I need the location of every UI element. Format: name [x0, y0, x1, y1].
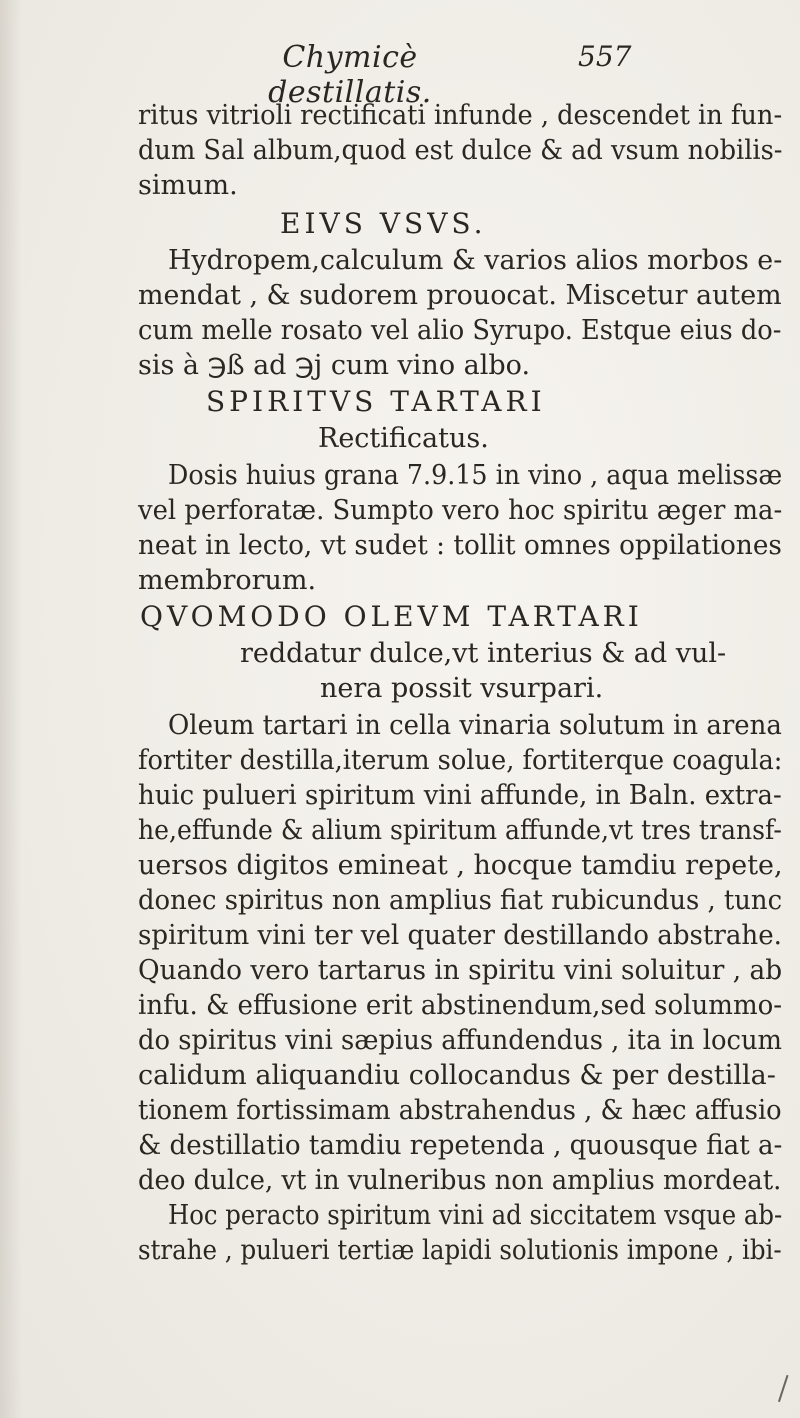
text-line: Quando vero tartarus in spiritu vini soluitur , ab	[138, 955, 783, 986]
text-line: do spiritus vini sæpius affundendus , ita in locum	[138, 1025, 783, 1056]
text-line: deo dulce, vt in vulneribus non amplius mordeat.	[138, 1165, 782, 1196]
text-line: Dosis huius grana 7.9.15 in vino , aqua melissæ	[168, 460, 783, 491]
text-line: sis à ℈ß ad ℈j cum vino albo.	[138, 350, 531, 381]
text-line: huic pulueri spiritum vini affunde, in Baln. extra-	[138, 780, 782, 811]
page-corner-mark	[778, 1375, 798, 1405]
text-line: mendat , & sudorem prouocat. Miscetur autem	[138, 280, 782, 311]
text-line: strahe , pulueri tertiæ lapidi solutionis impone , ibi-	[138, 1235, 782, 1266]
section-heading: QVOMODO OLEVM TARTARI	[140, 600, 643, 633]
text-line: spiritum vini ter vel quater destillando abstrahe.	[138, 920, 782, 951]
text-line: membrorum.	[138, 565, 317, 596]
running-title: Chymicè destillatis.	[268, 40, 432, 110]
section-subheading: reddatur dulce,vt interius & ad vul-	[240, 638, 727, 669]
text-line: ritus vitrioli rectificati infunde , descendet in fun-	[138, 100, 783, 131]
text-line: donec spiritus non amplius fiat rubicundus , tunc	[138, 885, 783, 916]
section-heading: EIVS VSVS.	[280, 207, 487, 240]
running-head	[0, 40, 800, 110]
text-line: fortiter destilla,iterum solue, fortiterque coagula:	[138, 745, 783, 776]
text-line: uersos digitos emineat , hocque tamdiu repete,	[138, 850, 783, 881]
text-line: cum melle rosato vel alio Syrupo. Estque eius do-	[138, 315, 782, 346]
text-line: simum.	[138, 170, 238, 201]
text-line: Oleum tartari in cella vinaria solutum in arena	[168, 710, 782, 741]
text-line: Hoc peracto spiritum vini ad siccitatem vsque ab-	[168, 1200, 783, 1231]
section-heading: SPIRITVS TARTARI	[206, 385, 546, 418]
text-line: he,effunde & alium spiritum affunde,vt tres transf-	[138, 815, 782, 846]
text-line: tionem fortissimam abstrahendus , & hæc affusio	[138, 1095, 782, 1126]
text-line: calidum aliquandiu collocandus & per destilla-	[138, 1060, 776, 1091]
text-line: dum Sal album,quod est dulce & ad vsum nobilis-	[138, 135, 783, 166]
gutter-shadow	[0, 0, 22, 1418]
text-line: vel perforatæ. Sumpto vero hoc spiritu æger ma-	[138, 495, 783, 526]
text-line: neat in lecto, vt sudet : tollit omnes oppilationes	[138, 530, 782, 561]
text-line: Hydropem,calculum & varios alios morbos e-	[168, 245, 783, 276]
section-subheading: Rectificatus.	[318, 423, 489, 454]
page-number: 557	[578, 40, 632, 73]
text-line: & destillatio tamdiu repetenda , quousque fiat a-	[138, 1130, 783, 1161]
text-line: infu. & effusione erit abstinendum,sed solummo-	[138, 990, 783, 1021]
section-subheading: nera possit vsurpari.	[320, 673, 604, 704]
